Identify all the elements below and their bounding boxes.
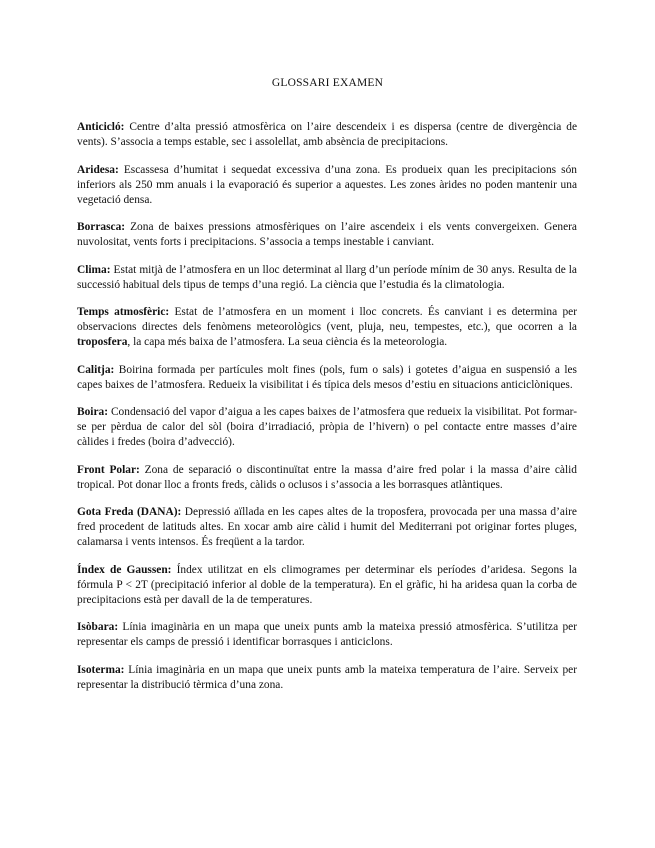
glossary-term: Aridesa: — [77, 163, 119, 176]
glossary-definition: Índex utilitzat en els climogrames per determinar els períodes d’aridesa. Segons la fórmula P < 2T (precipitació inferior al doble de la temperatura). En el gràfic, hi ha aridesa quan la corba de precipitacions està per davall de la de temperatures. — [77, 563, 577, 606]
glossary-entry-isobara — [77, 620, 577, 650]
glossary-term: Front Polar: — [77, 463, 140, 476]
glossary-inline-term: troposfera — [77, 336, 128, 348]
glossary-definition: Estat de l’atmosfera en un moment i lloc concrets. És canviant i es determina per observacions directes dels fenòmens meteorològics (vent, pluja, neu, tempestes, etc.), que ocorren a la — [77, 306, 577, 333]
glossary-definition: Escassesa d’humitat i sequedat excessiva d’una zona. Es produeix quan les precipitacions són inferiors als 250 mm anuals i la evaporació és superior a aquestes. Les zones àrides no poden mantenir una vegetació densa. — [77, 163, 577, 206]
glossary-entry-clima — [77, 263, 577, 293]
glossary-definition: Estat mitjà de l’atmosfera en un lloc determinat al llarg d’un període mínim de 30 anys. Resulta de la successió habitual dels tipus de temps d’una regió. La ciència que l’estudia és la climatologia. — [77, 263, 577, 291]
glossary-entry-anticiclo — [77, 120, 577, 150]
glossary-entry-index-gaussen — [77, 563, 577, 608]
glossary-definition: Centre d’alta pressió atmosfèrica on l’aire descendeix i es dispersa (centre de divergència de vents). S’associa a temps estable, sec i assolellat, amb absència de precipitacions. — [77, 121, 577, 148]
glossary-definition-continued: , la capa més baixa de l’atmosfera. La seua ciència és la meteorologia. — [127, 336, 448, 348]
glossary-definition: Zona de baixes pressions atmosfèriques on l’aire ascendeix i els vents convergeixen. Genera nuvolositat, vents forts i precipitacions. S’associa a temps inestable i canviant. — [77, 221, 577, 248]
glossary-entry-front-polar — [77, 463, 577, 493]
glossary-list — [77, 120, 577, 705]
glossary-term: Anticicló: — [77, 121, 125, 133]
glossary-entry-gota-freda — [77, 505, 577, 550]
glossary-entry-aridesa — [77, 163, 577, 208]
glossary-definition: Boirina formada per partícules molt fines (pols, fum o sals) i gotetes d’aigua en suspensió a les capes baixes de l’atmosfera. Redueix la visibilitat i és típica dels mesos d’estiu en situacions anticiclòniques. — [77, 363, 577, 391]
glossary-definition: Línia imaginària en un mapa que uneix punts amb la mateixa temperatura de l’aire. Serveix per representar la distribució tèrmica d’una zona. — [77, 663, 577, 691]
glossary-term: Índex de Gaussen: — [77, 563, 172, 576]
glossary-term: Isòbara: — [77, 621, 119, 633]
glossary-definition: Zona de separació o discontinuïtat entre la massa d’aire fred polar i la massa d’aire càlid tropical. Pot donar lloc a fronts freds, càlids o oclusos i s’associa a les borrasques atlàntiques. — [77, 463, 577, 491]
glossary-definition: Condensació del vapor d’aigua a les capes baixes de l’atmosfera que redueix la visibilitat. Pot formar-se per pèrdua de calor del sòl (boira d’irradiació, pròpia de l’hivern) o pel contacte entre masses d’aire càlides i fredes (boira d’advecció). — [77, 406, 577, 448]
glossary-entry-borrasca — [77, 220, 577, 250]
glossary-term: Clima: — [77, 263, 111, 276]
glossary-term: Gota Freda (DANA): — [77, 506, 182, 518]
glossary-term: Calitja: — [77, 363, 115, 376]
glossary-definition: Línia imaginària en un mapa que uneix punts amb la mateixa pressió atmosfèrica. S’utilitza per representar els camps de pressió i identificar borrasques i anticiclons. — [77, 621, 577, 648]
glossary-entry-temps-atmosferic — [77, 305, 577, 350]
glossary-definition: Depressió aïllada en les capes altes de la troposfera, provocada per una massa d’aire fred procedent de latituds altes. En xocar amb aire càlid i humit del Mediterrani pot originar fortes pluges, calamarsa i vents intensos. És freqüent a la tardor. — [77, 506, 577, 548]
page-title: GLOSSARI EXAMEN — [271, 77, 384, 89]
glossary-term: Temps atmosfèric: — [77, 306, 170, 318]
glossary-entry-boira — [77, 405, 577, 450]
glossary-entry-isoterma — [77, 663, 577, 693]
glossary-entry-calitja — [77, 363, 577, 393]
glossary-term: Isoterma: — [77, 663, 125, 676]
glossary-term: Boira: — [77, 406, 109, 418]
glossary-term: Borrasca: — [77, 221, 126, 233]
